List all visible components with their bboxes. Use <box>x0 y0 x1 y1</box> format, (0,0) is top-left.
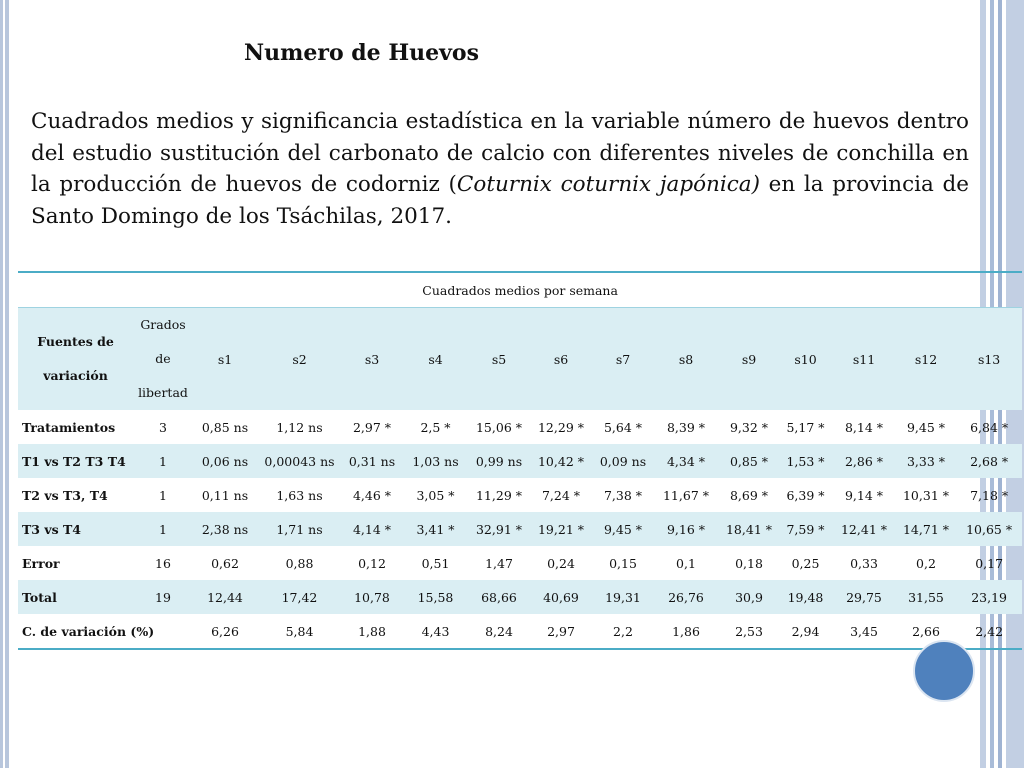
table-cell: 4,14 * <box>342 512 402 546</box>
table-cell: 0,1 <box>676 555 696 571</box>
table-cell: 0,06 ns <box>193 444 257 478</box>
table-row <box>18 546 1022 580</box>
table-cell: 1,47 <box>485 555 513 571</box>
table-cell: 2,38 ns <box>193 512 257 546</box>
table-header-row <box>18 308 1022 411</box>
table-row <box>18 580 1022 614</box>
header-df-line2: de <box>155 351 171 366</box>
table-cell: 0,2 <box>916 555 936 571</box>
header-week: s10 <box>779 308 832 411</box>
row-df: 19 <box>133 580 193 614</box>
table-cell: 12,29 * <box>537 419 584 435</box>
header-week: s5 <box>469 308 529 411</box>
table-cell: 0,88 <box>285 555 314 571</box>
table-cell: 2,5 * <box>420 419 451 435</box>
table-cell: 40,69 <box>529 580 593 614</box>
table-cell: 0,62 <box>211 555 239 571</box>
header-week: s8 <box>653 308 719 411</box>
table-cell: 7,38 * <box>603 487 643 503</box>
row-df: 1 <box>159 487 167 503</box>
table-cell: 1,03 ns <box>402 444 469 478</box>
row-df: 3 <box>159 419 167 435</box>
table-cell: 1,63 ns <box>276 487 323 503</box>
table-cell: 2,53 <box>719 614 779 649</box>
table-cell: 1,12 ns <box>276 419 323 435</box>
table-cell: 26,76 <box>653 580 719 614</box>
table-cell: 2,86 * <box>832 444 896 478</box>
table-cell: 0,15 <box>609 555 637 571</box>
table-row <box>18 614 1022 649</box>
row-df: 1 <box>133 444 193 478</box>
slide-title: Numero de Huevos <box>244 40 479 66</box>
table-cell: 9,45 * <box>906 419 946 435</box>
table-cell: 10,42 * <box>529 444 593 478</box>
table-cell: 3,45 <box>832 614 896 649</box>
table-cell: 2,2 <box>593 614 653 649</box>
table-row <box>18 512 1022 546</box>
table-cell: 19,21 * <box>529 512 593 546</box>
table-cell: 4,34 * <box>653 444 719 478</box>
row-source: T3 vs T4 <box>18 512 133 546</box>
header-week: s11 <box>832 308 896 411</box>
table-cell: 0,11 ns <box>201 487 249 503</box>
table-cell: 9,45 * <box>593 512 653 546</box>
table-cell: 2,94 <box>779 614 832 649</box>
table-cell: 0,12 <box>358 555 386 571</box>
table-row <box>18 444 1022 478</box>
header-week: s13 <box>956 308 1022 411</box>
table-cell: 19,31 <box>593 580 653 614</box>
row-df: 16 <box>155 555 171 571</box>
table-cell: 9,32 * <box>729 419 769 435</box>
table-cell: 0,18 <box>735 555 763 571</box>
table-cell: 0,25 <box>791 555 820 571</box>
table-cell: 29,75 <box>832 580 896 614</box>
table-cell: 0,24 <box>547 555 575 571</box>
table-cell: 15,58 <box>402 580 469 614</box>
row-source: Total <box>18 580 133 614</box>
table-cell: 7,24 * <box>541 487 581 503</box>
table-cell: 0,31 ns <box>342 444 402 478</box>
table-cell: 9,16 * <box>653 512 719 546</box>
table-cell: 14,71 * <box>896 512 956 546</box>
table-cell: 0,99 ns <box>469 444 529 478</box>
table-cell: 8,39 * <box>666 419 706 435</box>
table-cell: 2,66 <box>896 614 956 649</box>
description-text: Cuadrados medios y significancia estadística en la variable número de huevos dentro del estudio sustitución del carbonato de calcio con diferentes niveles de conchilla en la producción de huevos de codorniz ( <box>31 109 969 197</box>
header-df-line3: libertad <box>138 385 188 400</box>
table-cell: 6,39 * <box>786 487 825 503</box>
table-cell: 12,41 * <box>832 512 896 546</box>
table-cell: 12,44 <box>193 580 257 614</box>
row-source: T2 vs T3, T4 <box>22 487 108 503</box>
table-cell: 8,69 * <box>729 487 769 503</box>
table-cell: 1,71 ns <box>257 512 342 546</box>
header-week: s3 <box>342 308 402 411</box>
decorative-circle <box>913 640 975 702</box>
header-source-line1: Fuentes de <box>37 334 114 349</box>
table-cell: 7,59 * <box>779 512 832 546</box>
table-cell: 17,42 <box>257 580 342 614</box>
table-cell: 5,84 <box>257 614 342 649</box>
table-row <box>18 478 1022 512</box>
table-cell: 4,43 <box>402 614 469 649</box>
table-cell: 2,97 <box>529 614 593 649</box>
table-cell: 2,42 <box>956 614 1022 649</box>
header-week: s2 <box>257 308 342 411</box>
table-cell: 3,05 * <box>416 487 455 503</box>
table-cell: 3,41 * <box>402 512 469 546</box>
header-week: s12 <box>896 308 956 411</box>
species-name: Coturnix coturnix japónica) <box>456 172 761 197</box>
row-source: Error <box>22 555 60 571</box>
table-cell: 3,33 * <box>896 444 956 478</box>
header-week: s6 <box>529 308 593 411</box>
table-cell: 11,29 * <box>475 487 522 503</box>
table-cell: 18,41 * <box>719 512 779 546</box>
header-df-line1: Grados <box>140 317 186 332</box>
table-cell: 0,00043 ns <box>257 444 342 478</box>
table-cell: 2,68 * <box>956 444 1022 478</box>
header-source-line2: variación <box>43 368 108 383</box>
table-row <box>18 410 1022 444</box>
table-cell: 19,48 <box>779 580 832 614</box>
table-cell: 1,86 <box>653 614 719 649</box>
header-week: s9 <box>719 308 779 411</box>
table-cell: 10,65 * <box>956 512 1022 546</box>
table-cell: 0,09 ns <box>593 444 653 478</box>
table-cell: 1,88 <box>342 614 402 649</box>
table-cell: 5,17 * <box>786 419 825 435</box>
table-cell: 0,85 * <box>719 444 779 478</box>
table-caption-row <box>18 272 1022 308</box>
table-description <box>31 106 969 232</box>
table-cell: 4,46 * <box>352 487 392 503</box>
table-cell: 68,66 <box>469 580 529 614</box>
table-cell: 8,14 * <box>844 419 884 435</box>
row-source: T1 vs T2 T3 T4 <box>18 444 133 478</box>
header-week: s4 <box>402 308 469 411</box>
table-cell: 6,84 * <box>970 419 1009 435</box>
description-text-end: en la provincia de Santo Domingo de los Tsáchilas, 2017. <box>31 172 969 229</box>
table-cell: 31,55 <box>896 580 956 614</box>
table-cell: 32,91 * <box>469 512 529 546</box>
header-week: s7 <box>593 308 653 411</box>
row-source: Tratamientos <box>22 419 116 435</box>
row-source: C. de variación (%) <box>18 614 133 649</box>
table-cell: 8,24 <box>469 614 529 649</box>
table-cell: 9,14 * <box>844 487 884 503</box>
table-cell: 10,31 * <box>902 487 949 503</box>
table-cell: 15,06 * <box>475 419 522 435</box>
row-df: 1 <box>133 512 193 546</box>
table-cell: 23,19 <box>956 580 1022 614</box>
table-cell: 0,17 <box>975 555 1004 571</box>
header-week: s1 <box>193 308 257 411</box>
table-cell: 2,97 * <box>352 419 392 435</box>
table-cell: 5,64 * <box>603 419 643 435</box>
left-decorative-rail <box>0 0 11 768</box>
table-cell: 6,26 <box>193 614 257 649</box>
table-cell: 30,9 <box>719 580 779 614</box>
table-cell: 1,53 * <box>779 444 832 478</box>
table-cell: 10,78 <box>342 580 402 614</box>
table-caption: Cuadrados medios por semana <box>18 272 1022 308</box>
mean-squares-table <box>18 271 1022 650</box>
header-df <box>133 308 193 411</box>
header-source <box>18 308 133 411</box>
table-cell: 11,67 * <box>662 487 709 503</box>
table-cell: 0,85 ns <box>201 419 249 435</box>
table-cell: 7,18 * <box>970 487 1009 503</box>
table-cell: 0,33 <box>850 555 878 571</box>
table-cell: 0,51 <box>421 555 450 571</box>
